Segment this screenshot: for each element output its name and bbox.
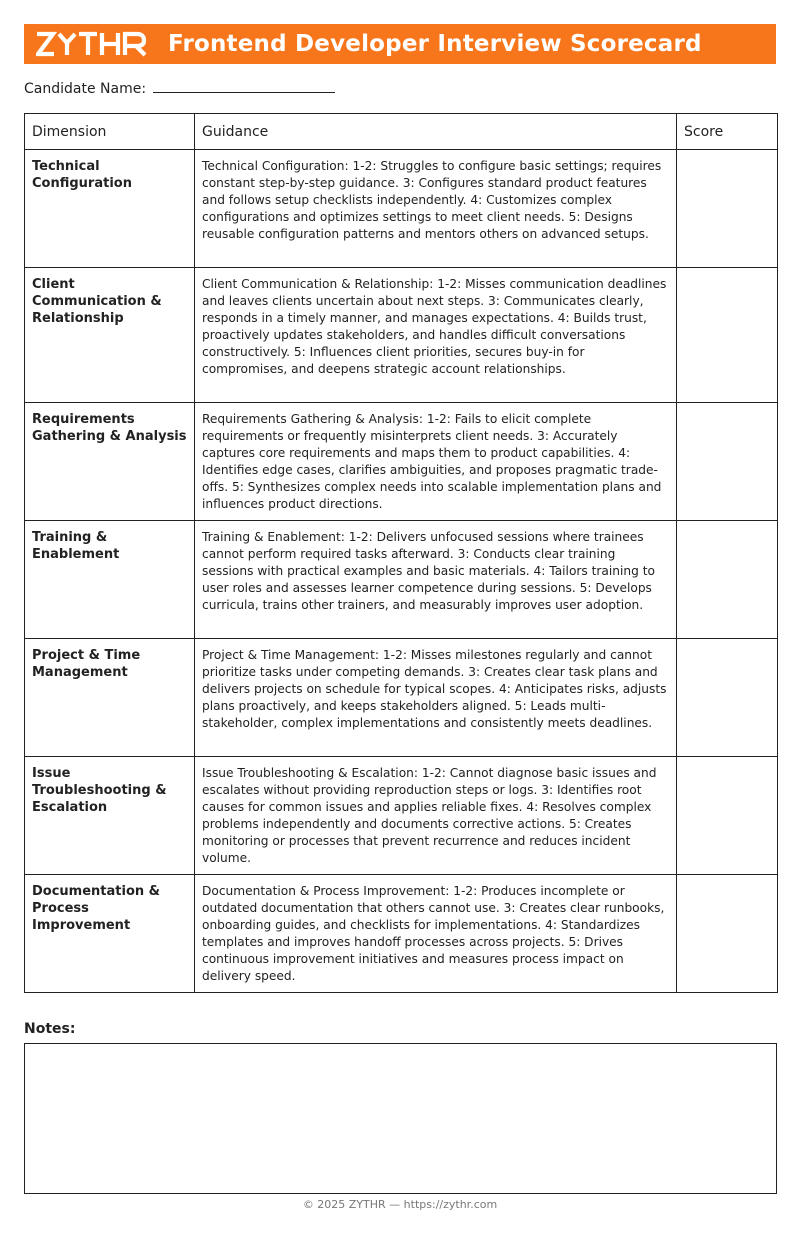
header-bar [24, 24, 776, 64]
footer-text: © 2025 ZYTHR — https://zythr.com [302, 1198, 498, 1211]
dimension-cell: Project & Time Management [32, 648, 141, 680]
score-cell[interactable] [677, 757, 778, 875]
guidance-cell: Training & Enablement: 1-2: Delivers unfocused sessions where trainees cannot perform required tasks afterward. 3: Conducts clear training sessions with practical examples and basic materials. 4: Tailors training to user roles and assesses learner competence during sessions. 5: Develops curricula, trains other trainers, and measurably improves user adoption. [202, 530, 655, 612]
table-row [25, 403, 778, 521]
guidance-cell: Technical Configuration: 1-2: Struggles to configure basic settings; requires constant step-by-step guidance. 3: Configures standard product features and follows setup checklists independently. 4: Customizes complex configurations and optimizes settings to meet client needs. 5: Designs reusable configuration patterns and mentors others on advanced setups. [202, 159, 662, 241]
zythr-logo [36, 31, 148, 57]
table-row [25, 639, 778, 757]
guidance-header: Guidance [195, 114, 677, 150]
table-row [25, 268, 778, 403]
notes-box[interactable] [24, 1043, 777, 1194]
table-header-row [25, 114, 778, 150]
guidance-cell: Project & Time Management: 1-2: Misses milestones regularly and cannot prioritize tasks under competing demands. 3: Creates clear task plans and delivers projects on schedule for typical scopes. 4: Anticipates risks, adjusts plans proactively, and keeps stakeholders aligned. 5: Leads multi-stakeholder, complex implementations and consistently meets deadlines. [202, 648, 667, 730]
guidance-cell: Issue Troubleshooting & Escalation: 1-2: Cannot diagnose basic issues and escalates without providing reproduction steps or logs. 3: Identifies root causes for common issues and applies reliable fixes. 4: Resolves complex problems independently and documents corrective actions. 5: Creates monitoring or processes that prevent recurrence and reduces incident volume. [202, 766, 657, 865]
candidate-name-blank[interactable] [153, 78, 335, 93]
dimension-cell: Training & Enablement [32, 530, 120, 562]
score-cell[interactable] [677, 268, 778, 403]
guidance-cell: Client Communication & Relationship: 1-2: Misses communication deadlines and leaves clients uncertain about next steps. 3: Communicates clearly, responds in a timely manner, and manages expectations. 4: Builds trust, proactively updates stakeholders, and handles difficult conversations constructively. 5: Influences client priorities, secures buy-in for compromises, and deepens strategic account relationships. [202, 277, 667, 376]
score-cell[interactable] [677, 875, 778, 993]
table-row [25, 150, 778, 268]
guidance-cell: Documentation & Process Improvement: 1-2: Produces incomplete or outdated documentation that others cannot use. 3: Creates clear runbooks, onboarding guides, and checklists for implementations. 4: Standardizes templates and improves handoff processes across projects. 5: Drives continuous improvement initiatives and measures process impact on delivery speed. [202, 884, 665, 983]
candidate-name-label: Candidate Name: [24, 81, 147, 97]
score-cell[interactable] [677, 150, 778, 268]
table-row [25, 521, 778, 639]
score-cell[interactable] [677, 403, 778, 521]
notes-label: Notes: [24, 1021, 76, 1037]
dimension-cell: Client Communication & Relationship [32, 277, 162, 326]
table-row [25, 757, 778, 875]
score-header: Score [677, 114, 778, 150]
dimension-cell: Technical Configuration [32, 159, 132, 191]
candidate-name-field [24, 78, 335, 97]
table-row [25, 875, 778, 993]
page-title: Frontend Developer Interview Scorecard [168, 31, 702, 57]
dimension-header: Dimension [25, 114, 195, 150]
dimension-cell: Issue Troubleshooting & Escalation [32, 766, 167, 815]
guidance-cell: Requirements Gathering & Analysis: 1-2: Fails to elicit complete requirements or frequently misinterprets client needs. 3: Accurately captures core requirements and maps them to product capabilities. 4: Identifies edge cases, clarifies ambiguities, and proposes pragmatic trade-offs. 5: Synthesizes complex needs into scalable implementation plans and influences product directions. [202, 412, 662, 511]
score-cell[interactable] [677, 521, 778, 639]
scorecard-table [24, 113, 778, 993]
dimension-cell: Requirements Gathering & Analysis [32, 412, 187, 444]
dimension-cell: Documentation & Process Improvement [32, 884, 161, 933]
score-cell[interactable] [677, 639, 778, 757]
